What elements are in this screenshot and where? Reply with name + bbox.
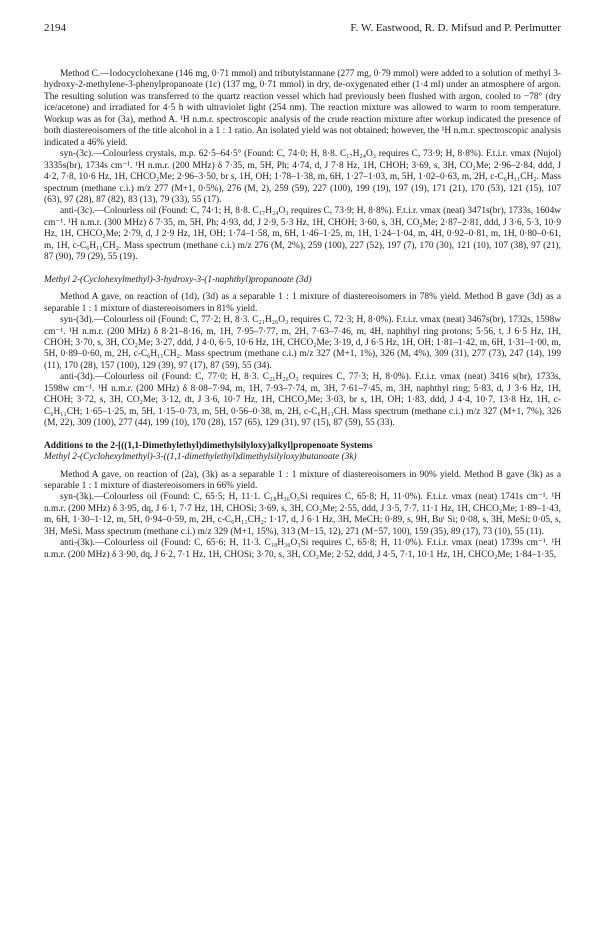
paragraph: Method A gave, on reaction of (2a), (3k) as a separable 1 : 1 mixture of diastereoisomers in 90% yield. Method B gave (3k) as a separable 1 : 1 mixture of diastereoisomers in 66% yield. (44, 469, 561, 491)
running-authors: F. W. Eastwood, R. D. Mifsud and P. Perlmutter (350, 22, 561, 34)
spacer (44, 430, 561, 441)
paragraph: syn-(3k).—Colourless oil (Found: C, 65·5; H, 11·1. C₁₈H₃₆O₃Si requires C, 65·8; H, 11·0%). F.t.i.r. νmax (neat) 1741s cm⁻¹. ¹H n.m.r. (200 MHz) δ 3·95, dq, J 6·1, 7·7 Hz, 1H, CHOSi; 3·69, s, 3H, CO₂Me; 2·55, ddd, J 3·5, 7·7, 11·1 Hz, 1H, CHCO₂Me; 1·89–1·43, m, 6H, 1·30–1·12, m, 5H, 0·94–0·59, m, 2H, c-C₆H₁₁CH₂; 1·17, d, J 6·1 Hz, 3H, MeCH; 0·89, s, 9H, Buᵗ Si; 0·08, s, 3H, MeSi; 0·05, s, 3H, MeSi. Mass spectrum (methane c.i.) m/z 329 (M+1, 15%), 313 (M−15, 12), 271 (M−57, 100), 159 (35), 89 (17), 73 (10), 55 (11). (44, 492, 561, 537)
page-number: 2194 (44, 22, 66, 34)
paragraph: Method C.—Iodocyclohexane (146 mg, 0·71 mmol) and tributylstannane (277 mg, 0·79 mmol) were added to a solution of methyl 3-hydroxy-2-methylene-3-phenylpropanoate (1c) (137 mg, 0·71 mmol) in dry, de-oxygenated ether (1·4 ml) under an atmosphere of argon. The resulting solution was transferred to the quartz reaction vessel which had previously been flushed with argon, cooled to −78° (dry ice/acetone) and irradiated for 4·5 h with ultraviolet light (254 nm). The reaction mixture was allowed to warm to room temperature. Workup was as for (3a), method A. ¹H n.m.r. spectroscopic analysis of the crude reaction mixture after workup indicated the presence of both diastereoisomers of the title alcohol in a 1 : 1 ratio. An isolated yield was not obtained; however, the ¹H n.m.r. spectroscopic analysis indicated a 46% yield. (44, 69, 561, 148)
spacer (44, 264, 561, 275)
paragraph: anti-(3c).—Colourless oil (Found: C, 74·1; H, 8·8. C₁₇H₂₄O₃ requires C, 73·9; H, 8·8%). F.t.i.r. νmax (neat) 3471s(br), 1733s, 1604w cm⁻¹. ¹H n.m.r. (300 MHz) δ 7·35, m, 5H, Ph; 4·93, dd, J 2·9, 5·3 Hz, 1H, CHOH; 3·60, s, 3H, CO₂Me; 2·87–2·81, ddd, J 3·6, 5·3, 10·9 Hz, 1H, CHCO₂Me; 2·79, d, J 2·9 Hz, 1H, OH; 1·74–1·58, m, 6H, 1·46–1·25, m, 1H, 1·24–1·04, m, 4H, 0·92–0·81, m, 1H, 0·80–0·61, m, 1H, c-C₆H₁₁CH₂. Mass spectrum (methane c.i.) m/z 276 (M, 2%), 259 (100), 227 (52), 197 (7), 170 (30), 121 (10), 107 (38), 97 (21), 87 (90), 79 (29), 55 (19). (44, 206, 561, 263)
body-text (44, 69, 561, 561)
running-header (44, 22, 561, 35)
paragraph: Method A gave, on reaction of (1d), (3d) as a separable 1 : 1 mixture of diastereoisomers in 78% yield. Method B gave (3d) as a separable 1 : 1 mixture of diastereoisomers in 81% yield. (44, 292, 561, 314)
paragraph: anti-(3d).—Colourless oil (Found: C, 77·0; H, 8·3. C₂₁H₂₆O₃ requires C, 77·3; H, 8·0%). F.t.i.r. νmax (neat) 3416 s(br), 1733s, 1598w cm⁻¹. ¹H n.m.r. (200 MHz) δ 8·08–7·94, m, 1H, 7·93–7·74, m, 3H, 7·61–7·45, m, 3H, naphthyl ring; 5·83, d, J 3·6 Hz, 1H, CHOH; 3·72, s, 3H, CO₂Me; 3·12, dt, J 3·6, 10·7 Hz, 1H, CHCO₂Me; 3·03, br s, 1H, OH; 1·83, ddd, J 4·4, 10·7, 13·8 Hz, 1H, c-C₆H₁₁CH; 1·65–1·25, m, 5H, 1·15–0·73, m, 5H, 0·56–0·38, m, 2H, c-C₆H₁₁CH. Mass spectrum (methane c.i.) m/z 327 (M+1, 7%), 326 (M, 22), 309 (100), 277 (44), 199 (10), 170 (28), 157 (65), 129 (31), 97 (15), 87 (59), 55 (33). (44, 372, 561, 429)
section-subheading: Methyl 2-(Cyclohexylmethyl)-3-hydroxy-3-(1-naphthyl)propanoate (3d) (44, 274, 312, 285)
paragraph: syn-(3d).—Colourless oil (Found: C, 77·2; H, 8·3. C₂₁H₂₆O₃ requires C, 72·3; H, 8·0%). F.t.i.r. νmax (neat) 3467s(br), 1732s, 1598w cm⁻¹. ¹H n.m.r. (200 MHz) δ 8·21–8·16, m, 1H, 7·95–7·77, m, 2H, 7·63–7·46, m, 4H, naphthyl ring protons; 5·56, t, J 6·5 Hz, 1H, CHOH; 3·70, s, 3H, CO₂Me; 3·27, ddd, J 4·0, 6·5, 10·6 Hz, 1H, CHCO₂Me; 3·19, d, J 6·5 Hz, 1H, OH; 1·81–1·42, m, 6H, 1·31–1·00, m, 5H, 0·89–0·60, m, 2H, c-C₆H₁₁CH₂. Mass spectrum (methane c.i.) m/z 327 (M+1, 1%), 326 (M, 4%), 309 (31), 277 (73), 247 (14), 199 (11), 170 (28), 157 (100), 129 (39), 97 (17), 87 (59), 55 (34). (44, 315, 561, 371)
paragraph: syn-(3c).—Colourless crystals, m.p. 62·5–64·5° (Found: C, 74·0; H, 8·8. C₁₇H₂₄O₃ requires C, 73·9; H, 8·8%). F.t.i.r. νmax (Nujol) 3335s(br), 1734s cm⁻¹. ¹H n.m.r. (200 MHz) δ 7·35, m, 5H, Ph; 4·74, d, J 7·8 Hz, 1H, CHOH; 3·69, s, 3H, CO₂Me; 2·96–2·84, ddd, J 4·2, 7·8, 10·6 Hz, 1H, CHCO₂Me; 2·96–3·50, br s, 1H, OH; 1·78–1·38, m, 6H, 1·27–1·03, m, 5H, 1·02–0·63, m, 2H, c-C₆H₁₁CH₂. Mass spectrum (methane c.i.) m/z 277 (M+1, 0·5%), 276 (M, 2), 259 (59), 227 (100), 199 (19), 197 (19), 171 (21), 170 (53), 121 (15), 107 (63), 97 (28), 87 (82), 83 (13), 79 (33), 55 (17). (44, 149, 561, 205)
paragraph: anti-(3k).—Colourless oil (Found: C, 65·6; H, 11·3. C₁₈H₃₆O₃Si requires C, 65·8; H, 11·0%). F.t.i.r. νmax (neat) 1739s cm⁻¹. ¹H n.m.r. (200 MHz) δ 3·90, dq, J 6·2, 7·1 Hz, 1H, CHOSi; 3·70, s, 3H, CO₂Me; 2·52, ddd, J 4·5, 7·1, 10·1 Hz, 1H, CHCO₂Me; 1·84–1·35, (44, 538, 561, 560)
section-heading: Additions to the 2-[((1,1-Dimethylethyl)dimethylsilyloxy)alkyl]propenoate Systems (44, 440, 373, 451)
section-subheading: Methyl 2-(Cyclohexylmethyl)-3-((1,1-dimethylethyl)dimethylsilyloxy)butanoate (3k) (44, 452, 357, 463)
